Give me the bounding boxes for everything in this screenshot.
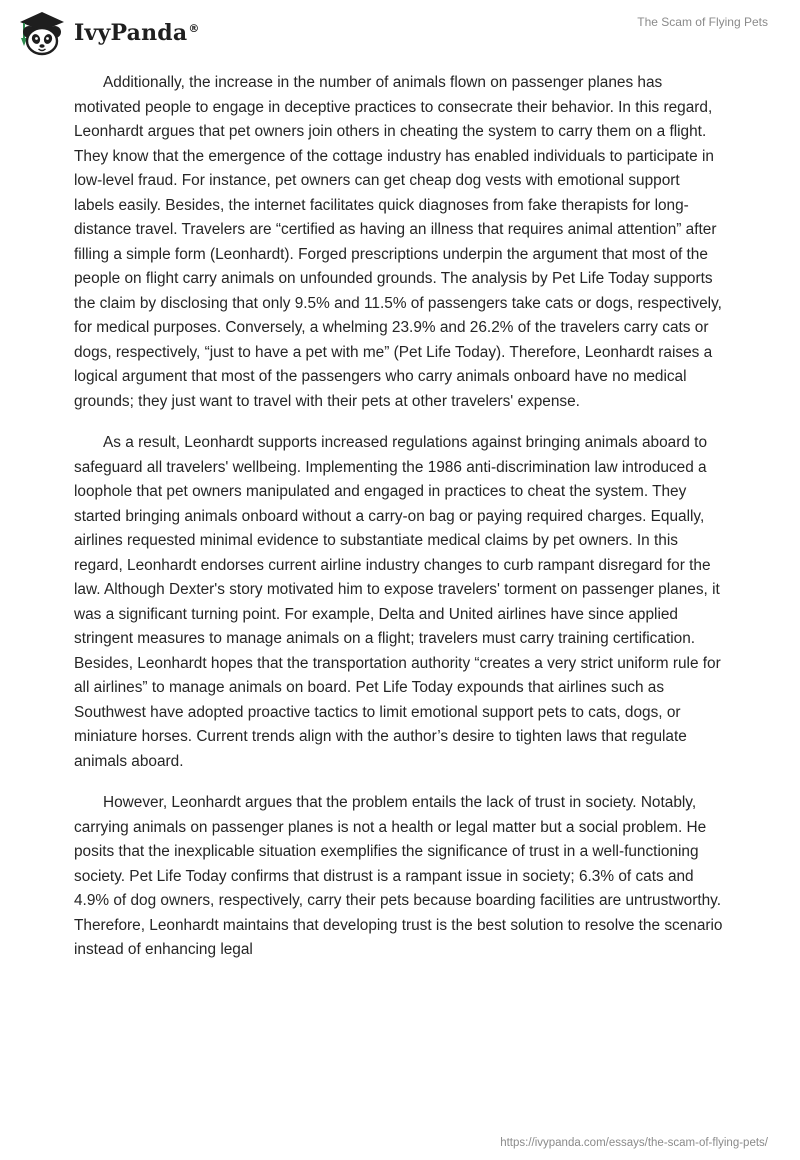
registered-mark: ®: [188, 21, 200, 35]
document-title: The Scam of Flying Pets: [637, 15, 768, 29]
panda-graduation-cap-icon: [14, 8, 70, 58]
brand-name-text: IvyPanda: [74, 20, 188, 46]
paragraph: Additionally, the increase in the number of animals flown on passenger planes has motivated people to engage in deceptive practices to consecrate their behavior. In this regard, Leonhardt argues that pet owners join others in cheating the system to carry them on a flight. They know that the emergence of the cottage industry has enabled individuals to participate in low-level fraud. For instance, pet owners can get cheap dog vests with emotional support labels easily. Besides, the internet facilitates quick diagnoses from fake therapists for long-distance travel. Travelers are “certified as having an illness that requires animal attention” after filling a simple form (Leonhardt). Forged prescriptions underpin the argument that most of the people on flight carry animals on unfounded grounds. The analysis by Pet Life Today supports the claim by disclosing that only 9.5% and 11.5% of passengers take cats or dogs, respectively, for medical purposes. Conversely, a whelming 23.9% and 26.2% of the travelers carry cats or dogs, respectively, “just to have a pet with me” (Pet Life Today). Therefore, Leonhardt raises a logical argument that most of the passengers who carry animals onboard have no medical grounds; they just want to travel with their pets at other travelers' expense.: [74, 74, 722, 410]
source-url[interactable]: https://ivypanda.com/essays/the-scam-of-flying-pets/: [500, 1137, 768, 1149]
brand-logo[interactable]: [14, 8, 200, 58]
paragraph: As a result, Leonhardt supports increased regulations against bringing animals aboard to safeguard all travelers' wellbeing. Implementing the 1986 anti-discrimination law introduced a loophole that pet owners manipulated and engaged in practices to cheat the system. They started bringing animals onboard without a carry-on bag or paying required charges. Equally, airlines requested minimal evidence to substantiate medical claims by pet owners. In this regard, Leonhardt endorses current airline industry changes to curb rampant disregard for the law. Although Dexter's story motivated him to expose travelers' torment on passenger planes, it was a significant turning point. For example, Delta and United airlines have since applied stringent measures to manage animals on a flight; travelers must carry training certification. Besides, Leonhardt hopes that the transportation authority “creates a very strict uniform rule for all airlines” to manage animals on board. Pet Life Today expounds that airlines such as Southwest have adopted proactive tactics to limit emotional support pets to cats, dogs, or miniature horses. Current trends align with the author’s desire to tighten laws that regulate animals aboard.: [74, 434, 721, 770]
essay-body: [74, 71, 724, 980]
paragraph: However, Leonhardt argues that the problem entails the lack of trust in society. Notably, carrying animals on passenger planes is not a health or legal matter but a social problem. He posits that the inexplicable situation exemplifies the significance of trust in a well-functioning society. Pet Life Today confirms that distrust is a rampant issue in society; 6.3% of cats and 4.9% of dog owners, respectively, carry their pets because boarding facilities are untrustworthy. Therefore, Leonhardt maintains that developing trust is the best solution to resolve the scenario instead of enhancing legal: [74, 794, 723, 958]
page-header: [0, 0, 800, 64]
brand-name: [74, 20, 200, 46]
